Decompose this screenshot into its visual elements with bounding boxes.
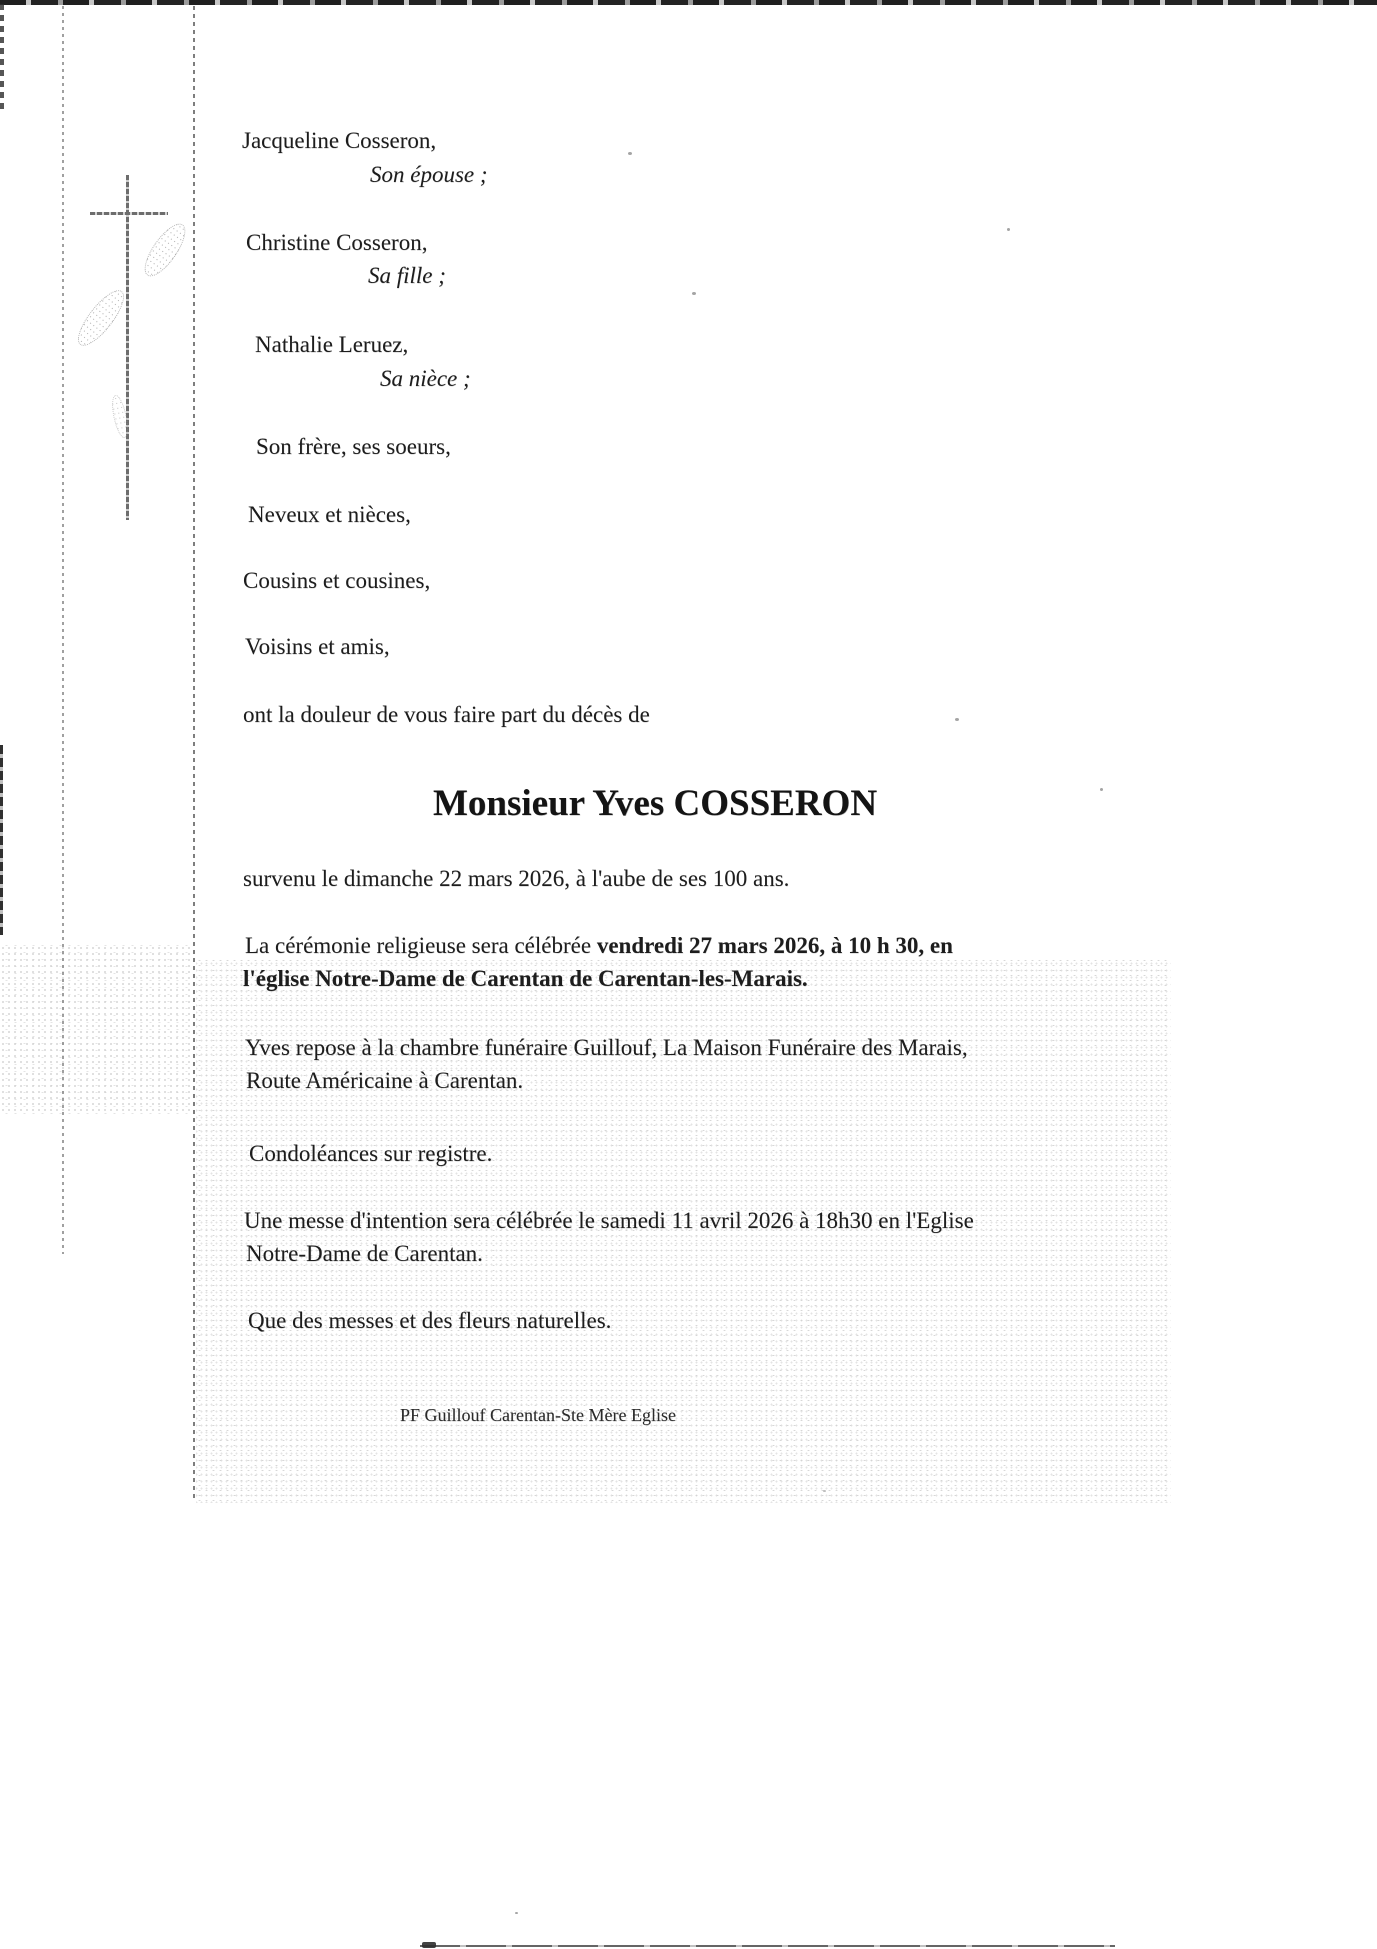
scan-noise-region-left (0, 945, 192, 1115)
ceremony-line-2: l'église Notre-Dame de Carentan de Carentan-les-Marais. (243, 966, 808, 991)
announcement-intro: ont la douleur de vous faire part du décès de (243, 702, 650, 727)
mass-line-2: Notre-Dame de Carentan. (246, 1241, 483, 1266)
scan-speck (1100, 788, 1103, 791)
scan-speck (823, 1490, 826, 1492)
scan-top-edge-strip (0, 0, 1377, 5)
death-date-line: survenu le dimanche 22 mars 2026, à l'aube de ses 100 ans. (243, 866, 790, 891)
family-member-relation: Son épouse ; (370, 162, 488, 187)
relatives-line: Neveux et nièces, (248, 502, 411, 527)
family-member-relation: Sa fille ; (368, 263, 446, 288)
scan-speck (628, 152, 632, 155)
scan-speck (515, 1912, 518, 1914)
scan-speck (1007, 228, 1010, 231)
relatives-line: Cousins et cousines, (243, 568, 431, 593)
family-member-name: Christine Cosseron, (246, 230, 428, 255)
scan-bottom-smudge (422, 1942, 436, 1948)
relatives-line: Voisins et amis, (245, 634, 390, 659)
family-member-name: Jacqueline Cosseron, (242, 128, 437, 153)
scan-edge-artifact-top (0, 4, 4, 114)
ceremony-line-1 (245, 931, 953, 961)
dotted-rule-margin (193, 6, 195, 1502)
scan-speck (692, 292, 696, 295)
condolences-line: Condoléances sur registre. (249, 1141, 493, 1166)
foliage-sketch-right (137, 218, 192, 283)
family-member-relation: Sa nièce ; (380, 366, 471, 391)
scan-edge-artifact-mid (0, 745, 3, 935)
scan-speck (955, 718, 959, 721)
scan-bottom-line (420, 1945, 1115, 1947)
deceased-name-title: Monsieur Yves COSSERON (433, 783, 878, 824)
ceremony-bold-text: vendredi 27 mars 2026, à 10 h 30, en (596, 933, 953, 958)
funeral-home-signature: PF Guillouf Carentan-Ste Mère Eglise (400, 1405, 676, 1425)
family-member-name: Nathalie Leruez, (255, 332, 409, 357)
mass-line-1: Une messe d'intention sera célébrée le samedi 11 avril 2026 à 18h30 en l'Eglise (244, 1208, 974, 1233)
repose-line-1: Yves repose à la chambre funéraire Guillouf, La Maison Funéraire des Marais, (245, 1035, 968, 1060)
cross-stem (126, 175, 129, 520)
flowers-line: Que des messes et des fleurs naturelles. (248, 1308, 612, 1333)
relatives-line: Son frère, ses soeurs, (256, 434, 451, 459)
repose-line-2: Route Américaine à Carentan. (246, 1068, 524, 1093)
foliage-sketch-left (71, 284, 132, 352)
cross-bar (90, 212, 168, 215)
ceremony-normal-text: La cérémonie religieuse sera célébrée (245, 933, 597, 958)
